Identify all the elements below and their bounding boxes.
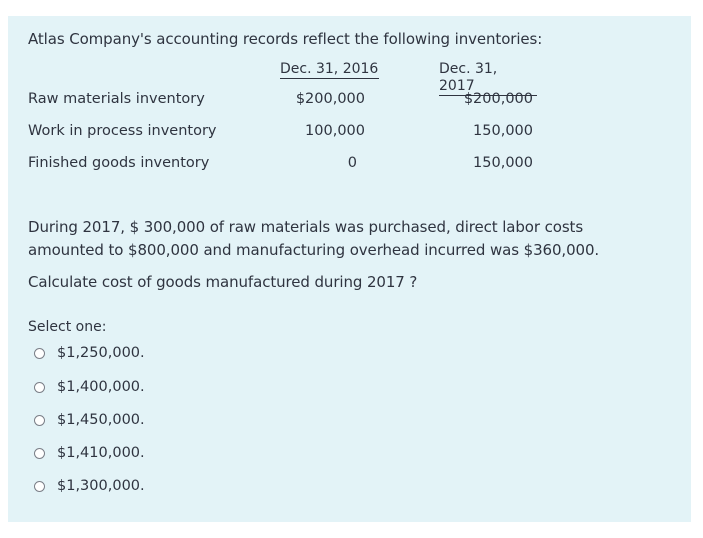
answer-option-3[interactable] — [34, 412, 145, 428]
answer-option-label: $1,400,000. — [57, 379, 145, 395]
select-one-label: Select one: — [28, 319, 107, 335]
answer-option-2[interactable] — [34, 379, 145, 395]
answer-option-label: $1,450,000. — [57, 412, 145, 428]
radio-button-icon[interactable] — [34, 382, 45, 393]
row-label-raw-materials: Raw materials inventory — [28, 91, 205, 107]
cell-work-in-process-2016: 100,000 — [305, 123, 365, 139]
cell-finished-goods-2016: 0 — [347, 155, 357, 171]
question-intro: Atlas Company's accounting records reflect the following inventories: — [28, 30, 543, 48]
answer-option-5[interactable] — [34, 478, 145, 494]
cell-raw-materials-2016: $200,000 — [295, 91, 365, 107]
answer-option-1[interactable] — [34, 345, 145, 361]
row-label-finished-goods: Finished goods inventory — [28, 155, 210, 171]
column-header-2016: Dec. 31, 2016 — [280, 61, 379, 77]
radio-button-icon[interactable] — [34, 448, 45, 459]
answer-option-4[interactable] — [34, 445, 145, 461]
question-paragraph-line-2: amounted to $800,000 and manufacturing overhead incurred was $360,000. — [28, 241, 600, 259]
radio-button-icon[interactable] — [34, 348, 45, 359]
answer-option-label: $1,250,000. — [57, 345, 145, 361]
cell-raw-materials-2017: $200,000 — [463, 91, 533, 107]
question-paragraph-line-1: During 2017, $ 300,000 of raw materials was purchased, direct labor costs — [28, 218, 584, 236]
question-prompt: Calculate cost of goods manufactured during 2017 ? — [28, 273, 418, 291]
answer-option-label: $1,410,000. — [57, 445, 145, 461]
cell-work-in-process-2017: 150,000 — [473, 123, 533, 139]
answer-option-label: $1,300,000. — [57, 478, 145, 494]
column-header-2017: Dec. 31, 2017 — [439, 61, 537, 96]
radio-button-icon[interactable] — [34, 415, 45, 426]
radio-button-icon[interactable] — [34, 481, 45, 492]
row-label-work-in-process: Work in process inventory — [28, 123, 217, 139]
cell-finished-goods-2017: 150,000 — [473, 155, 533, 171]
